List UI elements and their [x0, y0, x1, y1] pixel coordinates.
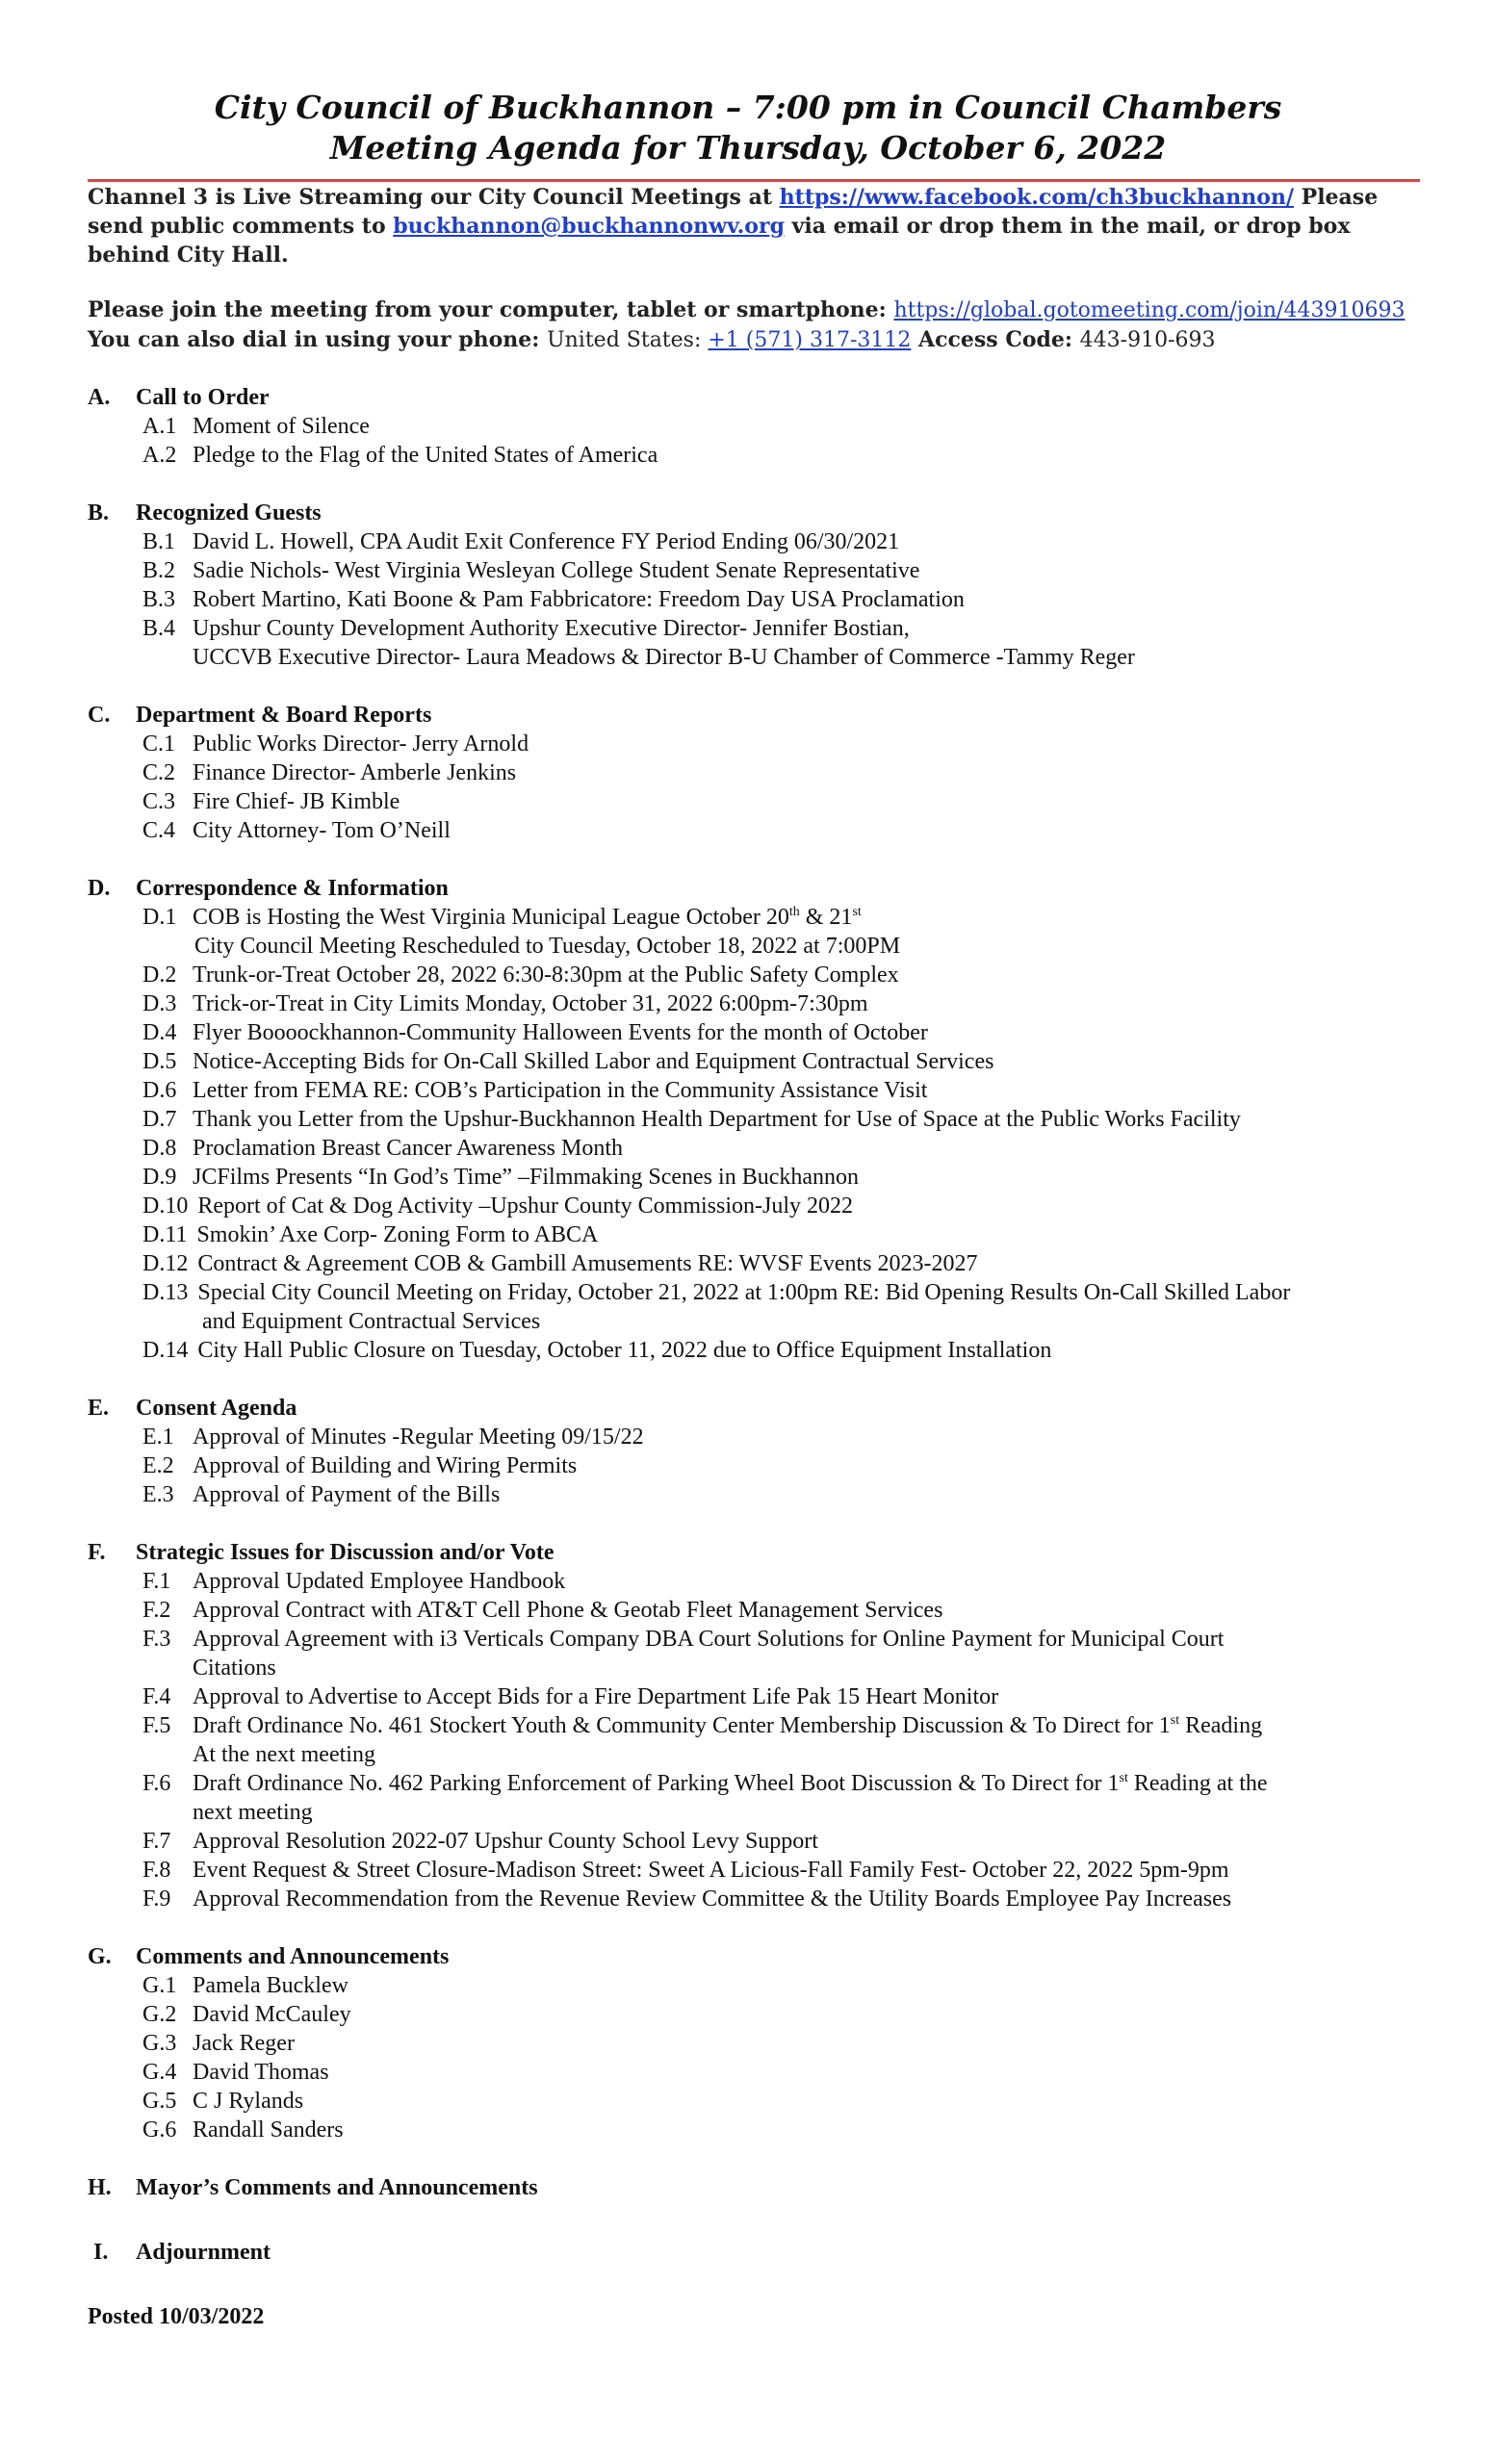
- agenda-item: A.1 Moment of Silence: [142, 414, 370, 439]
- section-a-heading: A. Call to Order: [88, 385, 270, 410]
- section-i-heading: I. Adjournment: [93, 2240, 271, 2265]
- agenda-item: C.2 Finance Director- Amberle Jenkins: [142, 760, 517, 785]
- title-divider: [88, 179, 1420, 182]
- agenda-item-continuation: City Council Meeting Rescheduled to Tuesday, October 18, 2022 at 7:00PM: [194, 934, 901, 959]
- agenda-item-continuation: At the next meeting: [193, 1742, 375, 1767]
- agenda-item: G.6 Randall Sanders: [142, 2118, 344, 2143]
- agenda-item: D.10 Report of Cat & Dog Activity –Upshur County Commission-July 2022: [142, 1194, 854, 1219]
- agenda-item: F.8 Event Request & Street Closure-Madison Street: Sweet A Licious-Fall Family Fest- October 22, 2022 5pm-9pm: [142, 1858, 1229, 1883]
- facebook-link[interactable]: https://www.facebook.com/ch3buckhannon/: [779, 185, 1294, 210]
- agenda-item: E.1 Approval of Minutes -Regular Meeting 09/15/22: [142, 1424, 644, 1450]
- agenda-item: F.2 Approval Contract with AT&T Cell Phone & Geotab Fleet Management Services: [142, 1598, 943, 1623]
- section-c-heading: C. Department & Board Reports: [88, 703, 432, 728]
- agenda-item: B.2 Sadie Nichols- West Virginia Wesleyan College Student Senate Representative: [142, 558, 920, 583]
- agenda-item: G.2 David McCauley: [142, 2002, 351, 2027]
- agenda-item: C.1 Public Works Director- Jerry Arnold: [142, 732, 529, 757]
- agenda-item: C.3 Fire Chief- JB Kimble: [142, 789, 400, 814]
- agenda-item: E.3 Approval of Payment of the Bills: [142, 1482, 501, 1507]
- page-title: City Council of Buckhannon – 7:00 pm in Council Chambers: [214, 89, 1282, 126]
- agenda-item: A.2 Pledge to the Flag of the United States of America: [142, 443, 658, 468]
- agenda-item: D.6 Letter from FEMA RE: COB’s Participation in the Community Assistance Visit: [142, 1078, 928, 1103]
- agenda-item: F.3 Approval Agreement with i3 Verticals Company DBA Court Solutions for Online Payment for Municipal Court: [142, 1627, 1225, 1652]
- agenda-item: D.12 Contract & Agreement COB & Gambill Amusements RE: WVSF Events 2023-2027: [142, 1251, 978, 1276]
- agenda-item: D.4 Flyer Boooockhannon-Community Halloween Events for the month of October: [142, 1020, 928, 1045]
- agenda-item: G.1 Pamela Bucklew: [142, 1973, 348, 1998]
- email-link[interactable]: buckhannon@buckhannonwv.org: [393, 214, 785, 239]
- agenda-item: F.1 Approval Updated Employee Handbook: [142, 1569, 566, 1594]
- section-d-heading: D. Correspondence & Information: [88, 876, 449, 901]
- agenda-item: E.2 Approval of Building and Wiring Permits: [142, 1453, 578, 1478]
- agenda-item: D.8 Proclamation Breast Cancer Awareness Month: [142, 1136, 624, 1161]
- agenda-item: D.5 Notice-Accepting Bids for On-Call Skilled Labor and Equipment Contractual Services: [142, 1049, 994, 1074]
- section-g-heading: G. Comments and Announcements: [88, 1944, 450, 1969]
- agenda-item: G.5 C J Rylands: [142, 2089, 304, 2114]
- agenda-item: G.4 David Thomas: [142, 2060, 329, 2085]
- phone-link[interactable]: +1 (571) 317-3112: [708, 328, 912, 352]
- agenda-item: C.4 City Attorney- Tom O’Neill: [142, 818, 451, 843]
- agenda-item: B.4 Upshur County Development Authority Executive Director- Jennifer Bostian,: [142, 616, 910, 641]
- agenda-item: D.9 JCFilms Presents “In God’s Time” –Filmmaking Scenes in Buckhannon: [142, 1165, 860, 1190]
- agenda-item: D.2 Trunk-or-Treat October 28, 2022 6:30-8:30pm at the Public Safety Complex: [142, 962, 899, 988]
- section-b-heading: B. Recognized Guests: [88, 500, 322, 526]
- agenda-item-continuation: UCCVB Executive Director- Laura Meadows & Director B-U Chamber of Commerce -Tammy Reger: [193, 645, 1135, 670]
- agenda-item: D.14 City Hall Public Closure on Tuesday, October 11, 2022 due to Office Equipment Installation: [142, 1338, 1052, 1363]
- agenda-item: D.1 COB is Hosting the West Virginia Municipal League October 20th & 21st: [142, 905, 862, 930]
- section-f-heading: F. Strategic Issues for Discussion and/or Vote: [88, 1540, 555, 1565]
- agenda-item: F.9 Approval Recommendation from the Revenue Review Committee & the Utility Boards Employee Pay Increases: [142, 1886, 1232, 1912]
- section-h-heading: H. Mayor’s Comments and Announcements: [88, 2175, 538, 2200]
- agenda-item: B.3 Robert Martino, Kati Boone & Pam Fabbricatore: Freedom Day USA Proclamation: [142, 587, 965, 612]
- agenda-item-continuation: and Equipment Contractual Services: [202, 1309, 541, 1334]
- agenda-item: F.6 Draft Ordinance No. 462 Parking Enforcement of Parking Wheel Boot Discussion & To Direct for 1st Reading at the: [142, 1771, 1268, 1796]
- agenda-item: D.3 Trick-or-Treat in City Limits Monday, October 31, 2022 6:00pm-7:30pm: [142, 991, 868, 1016]
- join-meeting-notice: Please join the meeting from your computer, tablet or smartphone: https://global.gotomeeting.com/join/443910693 You can also dial in using your phone: United States: +1 (571) 317-3112 Access Code: 443-910-693: [88, 297, 1406, 352]
- agenda-item: D.7 Thank you Letter from the Upshur-Buckhannon Health Department for Use of Space at the Public Works Facility: [142, 1107, 1241, 1132]
- page-subtitle: Meeting Agenda for Thursday, October 6, 2022: [329, 129, 1167, 167]
- gotomeeting-link[interactable]: https://global.gotomeeting.com/join/443910693: [893, 298, 1406, 322]
- agenda-item: B.1 David L. Howell, CPA Audit Exit Conference FY Period Ending 06/30/2021: [142, 529, 900, 554]
- agenda-item: D.11 Smokin’ Axe Corp- Zoning Form to ABCA: [142, 1222, 599, 1247]
- agenda-item-continuation: next meeting: [193, 1800, 313, 1825]
- section-e-heading: E. Consent Agenda: [88, 1396, 297, 1421]
- agenda-item: G.3 Jack Reger: [142, 2031, 295, 2056]
- streaming-notice: Channel 3 is Live Streaming our City Council Meetings at https://www.facebook.com/ch3buckhannon/ Please send public comments to buckhannon@buckhannonwv.org via email or drop them in the mail, or drop box behind City Hall.: [88, 185, 1379, 268]
- agenda-item: F.4 Approval to Advertise to Accept Bids for a Fire Department Life Pak 15 Heart Monitor: [142, 1684, 999, 1709]
- agenda-item: F.7 Approval Resolution 2022-07 Upshur County School Levy Support: [142, 1829, 818, 1854]
- agenda-item: D.13 Special City Council Meeting on Friday, October 21, 2022 at 1:00pm RE: Bid Opening Results On-Call Skilled Labor: [142, 1280, 1291, 1305]
- posted-date: Posted 10/03/2022: [88, 2304, 265, 2329]
- agenda-item-continuation: Citations: [193, 1656, 276, 1681]
- agenda-item: F.5 Draft Ordinance No. 461 Stockert Youth & Community Center Membership Discussion & To Direct for 1st Reading: [142, 1713, 1263, 1738]
